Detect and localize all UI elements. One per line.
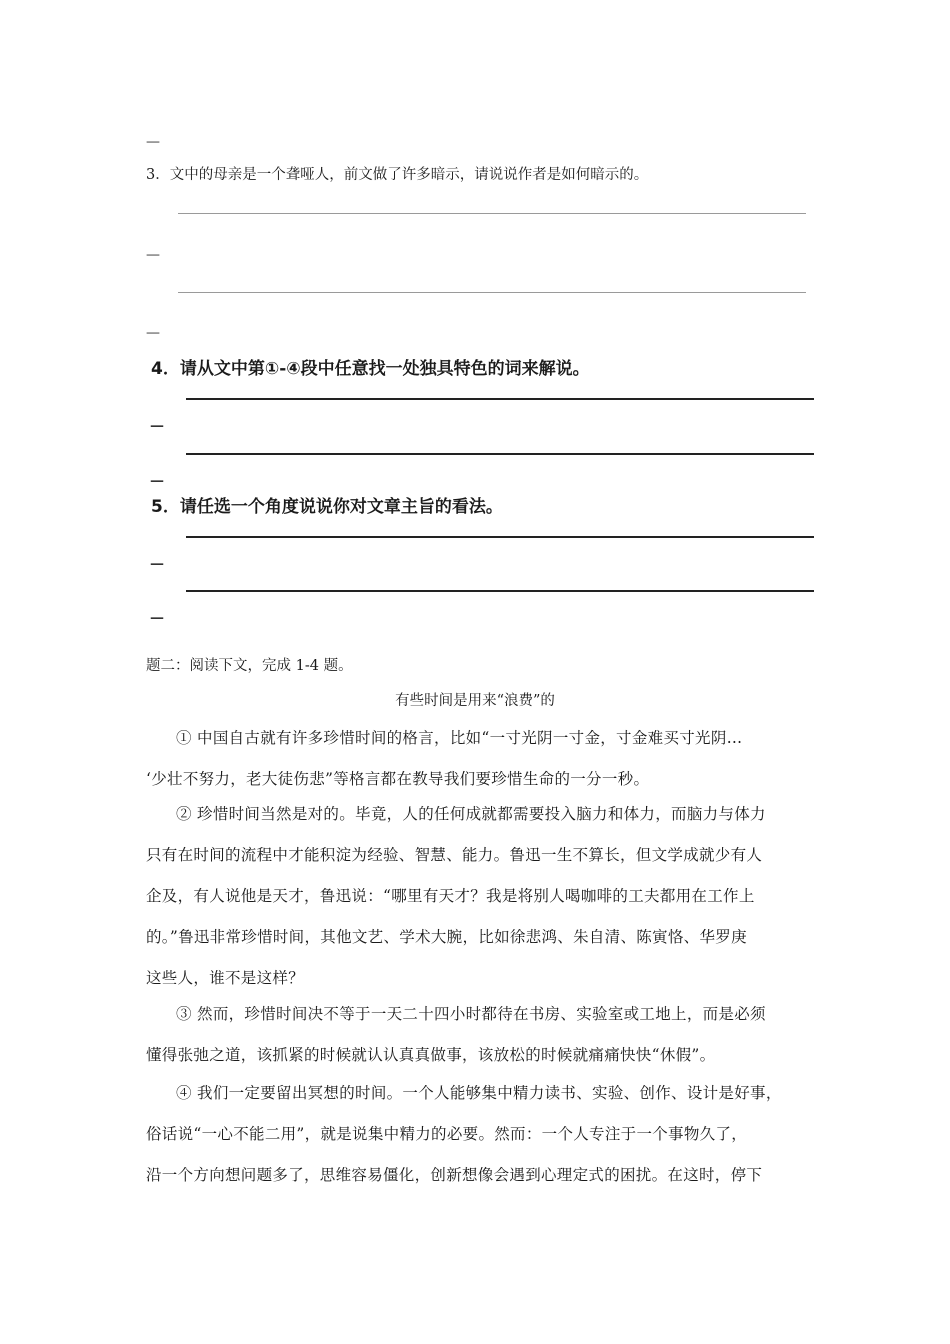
article-line: ‘少壮不努力，老大徒伤悲”等格言都在教导我们要珍惜生命的一分一秒。 (146, 770, 650, 788)
article-line: 沿一个方向想问题多了，思维容易僵化，创新想像会遇到心理定式的困扰。在这时，停下 (146, 1166, 763, 1184)
answer-line-4a-dash: — (150, 418, 164, 434)
answer-line-4b[interactable] (186, 453, 814, 455)
section-2-intro: 题二：阅读下文，完成 1-4 题。 (146, 658, 353, 674)
article-line: 的。”鲁迅非常珍惜时间，其他文艺、学术大腕，比如徐悲鸿、朱自清、陈寅恪、华罗庚 (146, 928, 747, 946)
article-line: 只有在时间的流程中才能积淀为经验、智慧、能力。鲁迅一生不算长，但文学成就少有人 (146, 846, 763, 864)
answer-line-4b-dash: — (150, 473, 164, 489)
question-4-text: 4．请从文中第①-④段中任意找一处独具特色的词来解说。 (151, 359, 590, 379)
question-3-text: 3．文中的母亲是一个聋哑人，前文做了许多暗示，请说说作者是如何暗示的。 (146, 167, 649, 183)
answer-line-3a[interactable] (178, 213, 806, 214)
article-line: 这些人，谁不是这样？ (146, 969, 305, 987)
answer-line-5a-dash: — (150, 556, 164, 572)
question-5-text: 5．请任选一个角度说说你对文章主旨的看法。 (151, 497, 503, 517)
answer-line-3b[interactable] (178, 292, 806, 293)
article-line: ④ 我们一定要留出冥想的时间。一个人能够集中精力读书、实验、创作、设计是好事， (176, 1084, 782, 1102)
article-line: 懂得张弛之道，该抓紧的时候就认认真真做事，该放松的时候就痛痛快快“休假”。 (146, 1046, 716, 1064)
answer-line-3b-dash: — (146, 325, 160, 341)
article-title: 有些时间是用来“浪费”的 (395, 693, 555, 709)
answer-line-3a-dash: — (146, 247, 160, 263)
answer-line-5b[interactable] (186, 590, 814, 592)
article-line: 企及，有人说他是天才，鲁迅说：“哪里有天才？我是将别人喝咖啡的工夫都用在工作上 (146, 887, 755, 905)
blank-line-end-dash: — (146, 134, 160, 150)
article-line: 俗话说“一心不能二用”，就是说集中精力的必要。然而：一个人专注于一个事物久了， (146, 1125, 748, 1143)
answer-line-4a[interactable] (186, 398, 814, 400)
answer-line-5a[interactable] (186, 536, 814, 538)
article-line: ① 中国自古就有许多珍惜时间的格言，比如“一寸光阴一寸金，寸金难买寸光阴… (176, 729, 743, 747)
answer-line-5b-dash: — (150, 610, 164, 626)
article-line: ③ 然而，珍惜时间决不等于一天二十四小时都待在书房、实验室或工地上，而是必须 (176, 1005, 766, 1023)
article-line: ② 珍惜时间当然是对的。毕竟，人的任何成就都需要投入脑力和体力，而脑力与体力 (176, 805, 766, 823)
